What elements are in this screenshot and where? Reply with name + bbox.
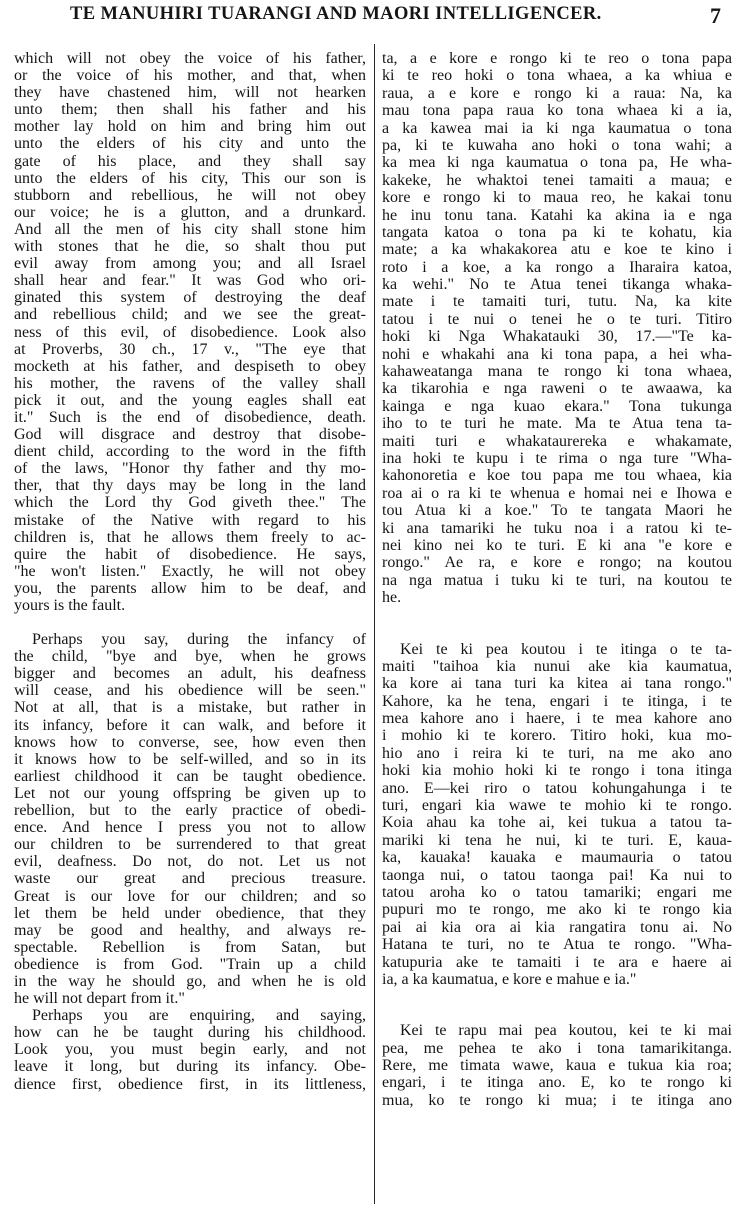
text-line: Kei te rapu mai pea koutou, kei te ki mai bbox=[400, 1022, 732, 1040]
page-title: TE MANUHIRI TUARANGI AND MAORI INTELLIGENCER. bbox=[70, 4, 602, 24]
text-line: ka mea ki nga kaumatua o tona pa, He wha- bbox=[382, 154, 732, 172]
text-line: Kahore, ka he tena, engari i te itinga, i te bbox=[382, 692, 732, 710]
text-line: mau tona papa raua ko tona whaea ki a ia, bbox=[382, 102, 732, 120]
text-line: And all the men of his city shall stone him bbox=[14, 220, 366, 238]
text-line: roto i a koe, a ka rongo a Iharaira katoa, bbox=[382, 258, 732, 276]
text-line: kainga e nga kuao ekara." Tona tukunga bbox=[382, 397, 732, 415]
text-line: hoki ki Nga Whakatauki 30, 17.—"Te ka- bbox=[382, 328, 732, 346]
text-line: evil, deafness. Do not, do not. Let us not bbox=[14, 853, 366, 871]
text-line: he inu tonu tana. Katahi ka akina ia e nga bbox=[382, 206, 732, 224]
text-line: leave it long, but during its infancy. Obe- bbox=[14, 1058, 366, 1076]
english-column bbox=[14, 50, 366, 1093]
paragraph bbox=[382, 50, 732, 607]
text-line: mate; a ka whakakorea atu e koe te kino i bbox=[382, 241, 732, 259]
text-line: kahaweatanga mana te rongo ki tona whaea, bbox=[382, 363, 732, 381]
text-line: unto the elders of his city, This our son is bbox=[14, 169, 366, 187]
text-line: unto them; then shall his father and his bbox=[14, 101, 366, 119]
text-line: Perhaps you are enquiring, and saying, bbox=[32, 1007, 366, 1025]
text-line: pupuri mo te rongo, me ako ki te rongo kia bbox=[382, 901, 732, 919]
paragraph bbox=[382, 641, 732, 989]
text-line: ther, that thy days may be long in the land bbox=[14, 477, 366, 495]
text-line: a ka kawea mai ia ki nga kaumatua o tona bbox=[382, 119, 732, 137]
text-line: Perhaps you say, during the infancy of bbox=[32, 631, 366, 649]
text-line: stubborn and rebellious, he will not obey bbox=[14, 186, 366, 204]
page-number: 7 bbox=[710, 3, 721, 28]
text-line: kahonoretia e koe tou papa me tou whaea, kia bbox=[382, 467, 732, 485]
text-line: our voice; he is a glutton, and a drunkard. bbox=[14, 203, 366, 221]
text-line: and rebellious child; and we see the great- bbox=[14, 306, 366, 324]
text-line: katupuria ake te tamaiti i te ara e haere ai bbox=[382, 953, 732, 971]
text-line: Rere, me timata wawe, kaua e tukua kia roa; bbox=[382, 1057, 732, 1075]
running-head bbox=[0, 0, 742, 34]
text-line: God will disgrace and destroy that disobe- bbox=[14, 426, 366, 444]
text-line: iho to te turi he mate. Ma te Atua tena ta- bbox=[382, 415, 732, 433]
paragraph bbox=[382, 1022, 732, 1109]
text-line: dient child, according to the word in the fifth bbox=[14, 443, 366, 461]
text-line: pa, ki te kuwaha ano hoki o tona wahi; a bbox=[382, 136, 732, 154]
maori-column bbox=[382, 50, 732, 1109]
text-line: i mohio ki te korero. Titiro hoki, kua mo- bbox=[382, 727, 732, 745]
text-line: mocketh at his father, and despiseth to obey bbox=[14, 357, 366, 375]
text-line: ka tikarohia e nga raweni o te awaawa, ka bbox=[382, 380, 732, 398]
paragraph bbox=[14, 1007, 366, 1092]
text-line: kore e rongo ki to maua reo, he kakai tonu bbox=[382, 189, 732, 207]
text-line: Kei te ki pea koutou i te itinga o te ta- bbox=[400, 640, 732, 658]
text-line: ka wehi." No te Atua tenei tikanga whaka- bbox=[382, 276, 732, 294]
text-line: ia, a ka kaumatua, e kore e mahue e ia." bbox=[382, 970, 637, 988]
text-line: shall hear and fear." It was God who ori- bbox=[14, 272, 366, 290]
text-line: evil away from among you; and all Israel bbox=[14, 255, 366, 273]
text-line: engari, i te itinga ano. E, ko te rongo ki bbox=[382, 1074, 732, 1092]
column-divider bbox=[374, 44, 375, 1204]
text-line: ginated this system of destroying the deaf bbox=[14, 289, 366, 307]
text-line: mate i te tamaiti turi, tutu. Na, ka kite bbox=[382, 293, 732, 311]
text-line: ence. And hence I press you not to allow bbox=[14, 819, 366, 837]
text-line: how can he be taught during his childhood. bbox=[14, 1024, 366, 1042]
text-line: Koia ahau ka tohe ai, kei tukua a tatou ta- bbox=[382, 814, 732, 832]
text-line: dience first, obedience first, in its littleness, bbox=[14, 1075, 366, 1093]
text-line: quire the habit of disobedience. He says, bbox=[14, 545, 366, 563]
text-line: with stones that he die, so shalt thou put bbox=[14, 238, 366, 256]
text-line: tatou aroha ko o tatou tamariki; engari me bbox=[382, 883, 732, 901]
text-line: which will not obey the voice of his father, bbox=[14, 50, 366, 67]
text-line: gate of his place, and they shall say bbox=[14, 152, 366, 170]
text-line: will cease, and his obedience will be seen." bbox=[14, 682, 366, 700]
text-line: Not at all, that is a mistake, but rather in bbox=[14, 699, 366, 717]
paragraph bbox=[14, 50, 366, 614]
text-line: ki ana tamariki he tuku noa i a ratou ki te- bbox=[382, 519, 732, 537]
text-line: hio ano i reira ki te turi, na me ako ano bbox=[382, 744, 732, 762]
text-line: ina hoki te kupu i te rima o nga ture "Wha- bbox=[382, 449, 732, 467]
text-line: rebellion, but to the early practice of obedi- bbox=[14, 802, 366, 820]
text-line: unto the elders of his city and unto the bbox=[14, 135, 366, 153]
text-line: yours is the fault. bbox=[14, 597, 126, 614]
text-line: its infancy, before it can walk, and before it bbox=[14, 716, 366, 734]
text-line: "he won't listen." Exactly, he will not obey bbox=[14, 562, 366, 580]
text-line: ta, a e kore e rongo ki te reo o tona papa bbox=[382, 50, 732, 67]
text-line: he will not depart from it." bbox=[14, 990, 185, 1008]
paragraph bbox=[14, 631, 366, 1007]
text-line: bigger and becomes an adult, his deafness bbox=[14, 665, 366, 683]
text-line: ka, kauaka! kauaka e maumauria o tatou bbox=[382, 849, 732, 867]
text-line: mua, ko te rongo ki mua; i te itinga ano bbox=[382, 1091, 732, 1109]
text-line: tou Atua ki a koe." To te tangata Maori he bbox=[382, 502, 732, 520]
text-line: maiti turi e whakataurereka e whakamate, bbox=[382, 432, 732, 450]
text-line: turi, engari kia wawe te mohio ki te rongo. bbox=[382, 797, 732, 815]
text-line: you, the parents allow him to be deaf, and bbox=[14, 579, 366, 597]
text-line: tangata katoa o tona pa ki te kohatu, kia bbox=[382, 223, 732, 241]
text-line: ka kore ai tana turi ka kitea ai tana rongo." bbox=[382, 675, 732, 693]
text-line: waste our great and precious treasure. bbox=[14, 870, 366, 888]
text-line: ano. E—kei riro o tatou kohungahunga i te bbox=[382, 779, 732, 797]
text-line: the child, "bye and bye, when he grows bbox=[14, 648, 366, 666]
text-line: which the Lord thy God giveth thee." The bbox=[14, 494, 366, 512]
text-line: he. bbox=[382, 589, 402, 607]
text-line: let them be held under obedience, that they bbox=[14, 904, 366, 922]
text-line: mistake of the Native with regard to his bbox=[14, 511, 366, 529]
text-line: hoki kia mohio hoki ki te rongo i tona itinga bbox=[382, 762, 732, 780]
text-line: raua, a e kore e rongo ki a raua: Na, ka bbox=[382, 84, 732, 102]
text-line: mother lay hold on him and bring him out bbox=[14, 118, 366, 136]
text-line: in the way he should go, and when he is old bbox=[14, 972, 366, 990]
text-line: rongo." Ae ra, e kore e rongo; na koutou bbox=[382, 554, 732, 572]
text-line: pai ai kia ora ai kia rangatira tonu ai. No bbox=[382, 918, 732, 936]
text-line: they have chastened him, will not hearken bbox=[14, 84, 366, 102]
text-line: obedience is from God. "Train up a child bbox=[14, 955, 366, 973]
text-line: nohi e whakahi ana ki tona papa, a hei wha- bbox=[382, 345, 732, 363]
text-line: it knows how to be self-willed, and so in its bbox=[14, 750, 366, 768]
text-line: it." Such is the end of disobedience, death. bbox=[14, 408, 366, 426]
text-line: kakeke, he whaktoi tenei tamaiti a maua; e bbox=[382, 171, 732, 189]
text-line: of the laws, "Honor thy father and thy mo- bbox=[14, 460, 366, 478]
text-line: taonga nui, o tatou taonga pai! Ka nui to bbox=[382, 866, 732, 884]
text-line: knows how to converse, see, how even then bbox=[14, 733, 366, 751]
text-line: may be good and healthy, and always re- bbox=[14, 921, 366, 939]
text-line: pea, me pehea te ako i tona tamarikitanga. bbox=[382, 1039, 732, 1057]
text-line: roa ai o ra ki te whenua e homai nei e Ihowa e bbox=[382, 484, 732, 502]
text-line: Hatana te turi, no te Atua te rongo. "Wha- bbox=[382, 936, 732, 954]
text-line: nei kino nei ko te turi. E ki ana "e kore e bbox=[382, 536, 732, 554]
text-line: tatou i te nui o tenei he o te turi. Titiro bbox=[382, 310, 732, 328]
text-line: mariki ki tena he nui, ki te turi. E, kaua- bbox=[382, 831, 732, 849]
text-line: at Proverbs, 30 ch., 17 v., "The eye that bbox=[14, 340, 366, 358]
text-line: pick it out, and the young eagles shall eat bbox=[14, 391, 366, 409]
text-line: our children to be surrendered to that great bbox=[14, 836, 366, 854]
text-line: maiti "taihoa kia nunui ake kia kaumatua, bbox=[382, 657, 732, 675]
text-line: or the voice of his mother, and that, when bbox=[14, 67, 366, 85]
text-line: earliest childhood it can be taught obedience. bbox=[14, 767, 366, 785]
text-line: ness of this evil, of disobedience. Look also bbox=[14, 323, 366, 341]
text-line: children is, that he allows them freely to ac- bbox=[14, 528, 366, 546]
text-line: mea kahore ano i haere, i te mea kahore ano bbox=[382, 710, 732, 728]
text-line: Let not our young offspring be given up to bbox=[14, 784, 366, 802]
text-line: his mother, the ravens of the valley shall bbox=[14, 374, 366, 392]
text-line: na nga matua i tuku ki te turi, na koutou te bbox=[382, 571, 732, 589]
text-line: Look you, you must begin early, and not bbox=[14, 1041, 366, 1059]
text-line: spectable. Rebellion is from Satan, but bbox=[14, 938, 366, 956]
text-line: Great is our love for our children; and so bbox=[14, 887, 366, 905]
text-line: ki te reo hoki o tona whaea, a ka whiua e bbox=[382, 67, 732, 85]
